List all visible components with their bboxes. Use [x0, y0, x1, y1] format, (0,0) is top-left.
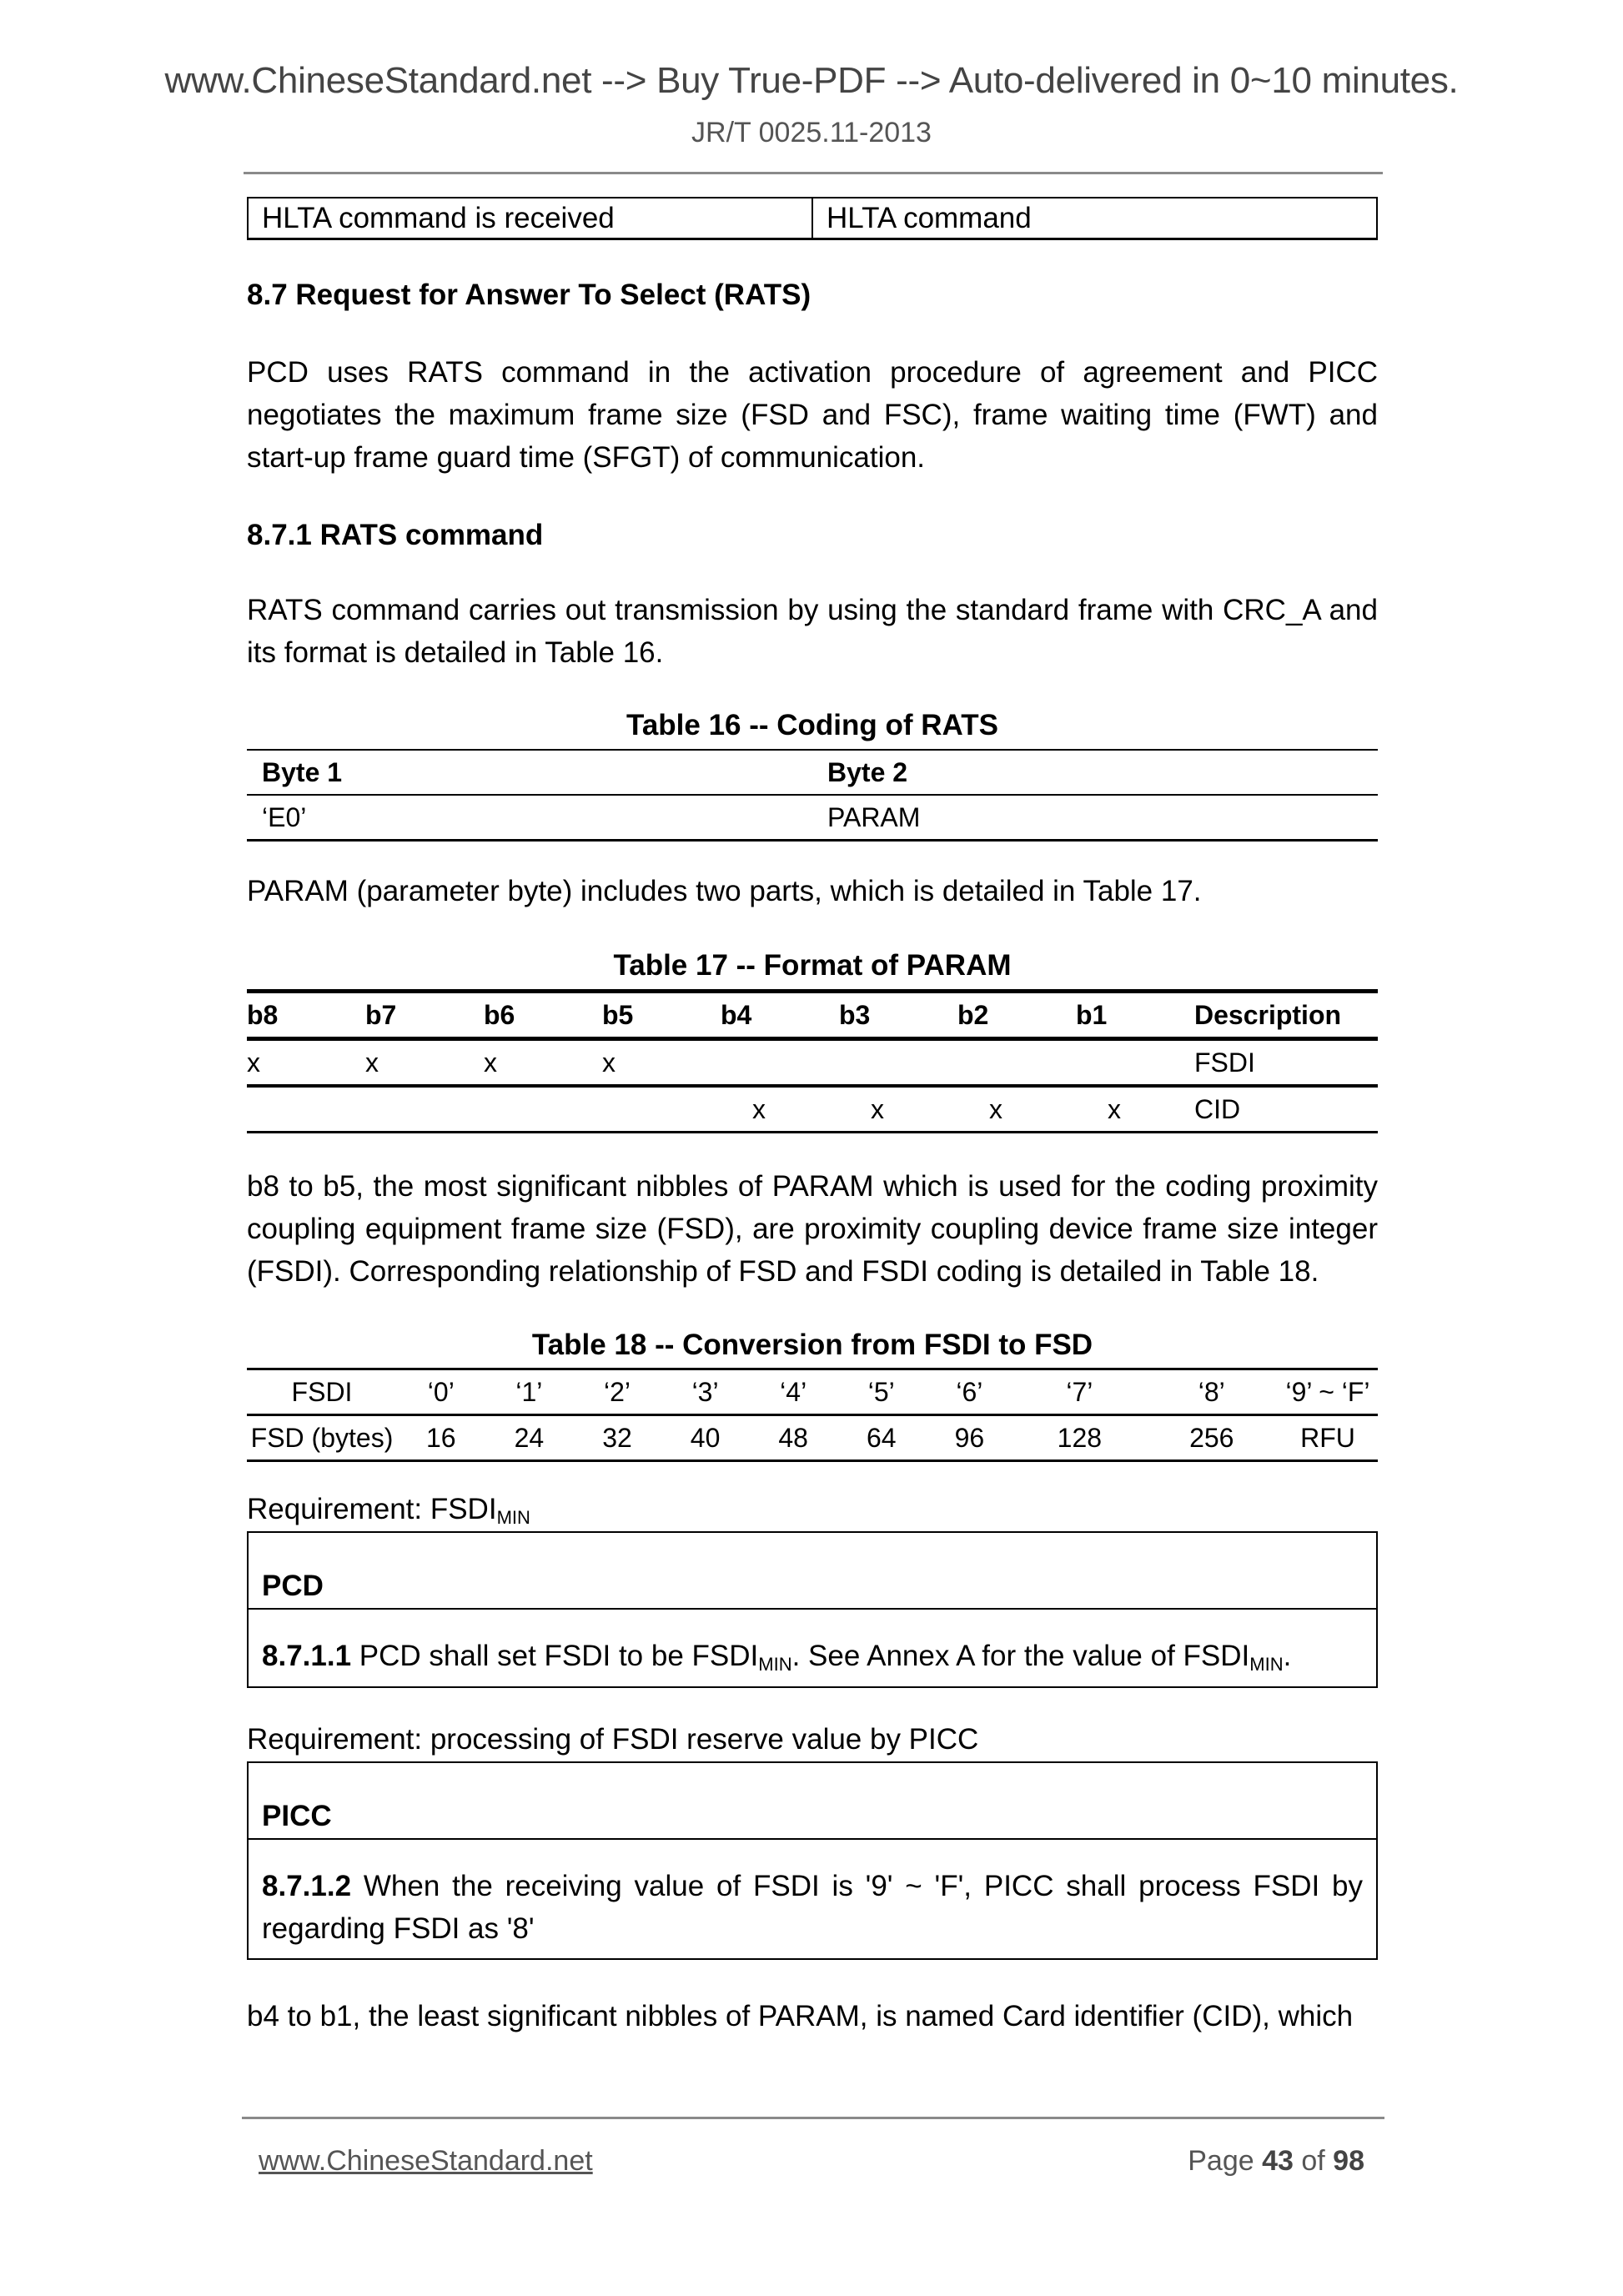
clause-number: 8.7.1.2 — [262, 1870, 352, 1902]
table17-cell: x — [365, 1039, 484, 1087]
page-of: of — [1293, 2145, 1334, 2177]
clause-text: When the receiving value of FSDI is '9' ~ 'F', PICC shall process FSDI by regarding FSDI as '8' — [262, 1870, 1363, 1945]
table17-header-row — [247, 992, 1378, 1039]
table17-cell — [484, 1086, 602, 1133]
table17-caption: Table 17 -- Format of PARAM — [613, 949, 1012, 982]
requirement-fsdimin-label — [247, 1488, 1378, 1530]
table17-header-cell: b2 — [957, 992, 1076, 1039]
table16-header-cell: Byte 1 — [247, 750, 812, 795]
table18-cell: ‘7’ — [1013, 1369, 1145, 1415]
cid-paragraph: b4 to b1, the least significant nibbles of PARAM, is named Card identifier (CID), which — [247, 2000, 1354, 2032]
requirement-clause-8-7-1-2 — [249, 1840, 1376, 1950]
table17-cell: x — [839, 1086, 957, 1133]
table17-cell — [365, 1086, 484, 1133]
table17-cell: x — [484, 1039, 602, 1087]
table18-cell: ‘4’ — [749, 1369, 837, 1415]
fsdi-paragraph: b8 to b5, the most significant nibbles of PARAM which is used for the coding proximity coupling equipment frame size (FSD), are proximity coupling device frame size integer (FSDI). Corresponding relationship of FSD and FSDI coding is detailed in Table 18. — [247, 1170, 1378, 1288]
table17 — [247, 989, 1378, 1133]
table17-row — [247, 1086, 1378, 1133]
table17-header-cell: b5 — [602, 992, 721, 1039]
table18-cell: ‘1’ — [485, 1369, 574, 1415]
clause-subscript: MIN — [758, 1654, 792, 1675]
requirement-picc-label: Requirement: processing of FSDI reserve value by PICC — [247, 1723, 979, 1756]
table18-fsdi-row — [247, 1369, 1378, 1415]
clause-text: . See Annex A for the value of FSDI — [791, 1640, 1250, 1672]
table16-cell: ‘E0’ — [247, 795, 812, 841]
requirement-label-text: Requirement: FSDI — [247, 1493, 497, 1525]
table16-header-row — [247, 750, 1378, 795]
table16-caption: Table 16 -- Coding of RATS — [626, 709, 998, 741]
table17-header-cell: b6 — [484, 992, 602, 1039]
param-paragraph: PARAM (parameter byte) includes two parts, which is detailed in Table 17. — [247, 875, 1202, 907]
clause-text: PCD shall set FSDI to be FSDI — [351, 1640, 759, 1672]
requirement-box-title: PCD — [262, 1570, 324, 1602]
total-pages: 98 — [1333, 2145, 1364, 2177]
table17-row — [247, 1039, 1378, 1087]
table18-cell: 32 — [573, 1415, 661, 1461]
table18-cell: ‘6’ — [926, 1369, 1014, 1415]
requirement-clause-8-7-1-1 — [249, 1610, 1376, 1677]
table18-cell: ‘9’ ~ ‘F’ — [1278, 1369, 1378, 1415]
table18-cell: 48 — [749, 1415, 837, 1461]
table17-cell: x — [721, 1086, 839, 1133]
section-8-7-paragraph: PCD uses RATS command in the activation procedure of agreement and PICC negotiates the maximum frame size (FSD and FSC), frame waiting time (FWT) and start-up frame guard time (SFGT) of communication. — [247, 356, 1378, 474]
table18-cell: 40 — [661, 1415, 750, 1461]
page-number — [1188, 2145, 1364, 2178]
table17-cell: x — [957, 1086, 1076, 1133]
requirement-box-header — [249, 1763, 1376, 1840]
table18 — [247, 1368, 1378, 1462]
table18-cell: ‘2’ — [573, 1369, 661, 1415]
table17-header-cell: b7 — [365, 992, 484, 1039]
table18-cell: 96 — [926, 1415, 1014, 1461]
current-page: 43 — [1262, 2145, 1294, 2177]
table18-cell: 24 — [485, 1415, 574, 1461]
table18-cell: ‘0’ — [397, 1369, 485, 1415]
table18-cell: FSDI — [247, 1369, 397, 1415]
table17-cell: x — [247, 1039, 365, 1087]
table17-header-cell: Description — [1194, 992, 1378, 1039]
hlta-table-row — [247, 197, 1378, 240]
table17-header-cell: b8 — [247, 992, 365, 1039]
table18-fsd-row — [247, 1415, 1378, 1461]
table16-header-cell: Byte 2 — [812, 750, 1378, 795]
table18-cell: ‘3’ — [661, 1369, 750, 1415]
table17-header-cell: b1 — [1076, 992, 1194, 1039]
footer-divider — [242, 2117, 1384, 2119]
hlta-cell-condition: HLTA command is received — [249, 198, 813, 238]
clause-subscript: MIN — [1249, 1654, 1284, 1675]
requirement-box-picc — [247, 1761, 1378, 1960]
table17-cell — [957, 1039, 1076, 1087]
table18-cell: ‘8’ — [1146, 1369, 1278, 1415]
table17-cell: FSDI — [1194, 1039, 1378, 1087]
table18-cell: 64 — [837, 1415, 926, 1461]
clause-text: . — [1283, 1640, 1292, 1672]
table17-cell — [602, 1086, 721, 1133]
table17-header-cell: b3 — [839, 992, 957, 1039]
table17-cell — [721, 1039, 839, 1087]
table17-header-cell: b4 — [721, 992, 839, 1039]
table18-cell: RFU — [1278, 1415, 1378, 1461]
footer-website-link[interactable]: www.ChineseStandard.net — [259, 2145, 593, 2177]
table18-cell: 256 — [1146, 1415, 1278, 1461]
clause-number: 8.7.1.1 — [262, 1640, 352, 1672]
requirement-box-pcd — [247, 1531, 1378, 1688]
table17-cell: x — [1076, 1086, 1194, 1133]
section-heading-8-7-1: 8.7.1 RATS command — [247, 519, 544, 551]
header-banner: www.ChineseStandard.net --> Buy True-PDF --> Auto-delivered in 0~10 minutes. — [164, 60, 1459, 101]
section-8-7-1-paragraph: RATS command carries out transmission by using the standard frame with CRC_A and its format is detailed in Table 16. — [247, 594, 1378, 669]
table16-cell: PARAM — [812, 795, 1378, 841]
section-heading-8-7: 8.7 Request for Answer To Select (RATS) — [247, 279, 812, 311]
table17-cell — [247, 1086, 365, 1133]
table18-caption: Table 18 -- Conversion from FSDI to FSD — [531, 1329, 1093, 1361]
requirement-box-header — [249, 1533, 1376, 1610]
table18-cell: 16 — [397, 1415, 485, 1461]
document-id: JR/T 0025.11-2013 — [691, 117, 932, 148]
requirement-box-title: PICC — [262, 1800, 332, 1832]
table16-row — [247, 795, 1378, 841]
table16 — [247, 749, 1378, 842]
table18-cell: FSD (bytes) — [247, 1415, 397, 1461]
table18-cell: 128 — [1013, 1415, 1145, 1461]
table17-cell: CID — [1194, 1086, 1378, 1133]
requirement-label-subscript: MIN — [496, 1507, 530, 1528]
hlta-cell-command: HLTA command — [827, 202, 1032, 234]
page-prefix: Page — [1188, 2145, 1263, 2177]
table17-cell — [839, 1039, 957, 1087]
table17-cell — [1076, 1039, 1194, 1087]
table18-cell: ‘5’ — [837, 1369, 926, 1415]
header-divider — [244, 172, 1383, 174]
table17-cell: x — [602, 1039, 721, 1087]
